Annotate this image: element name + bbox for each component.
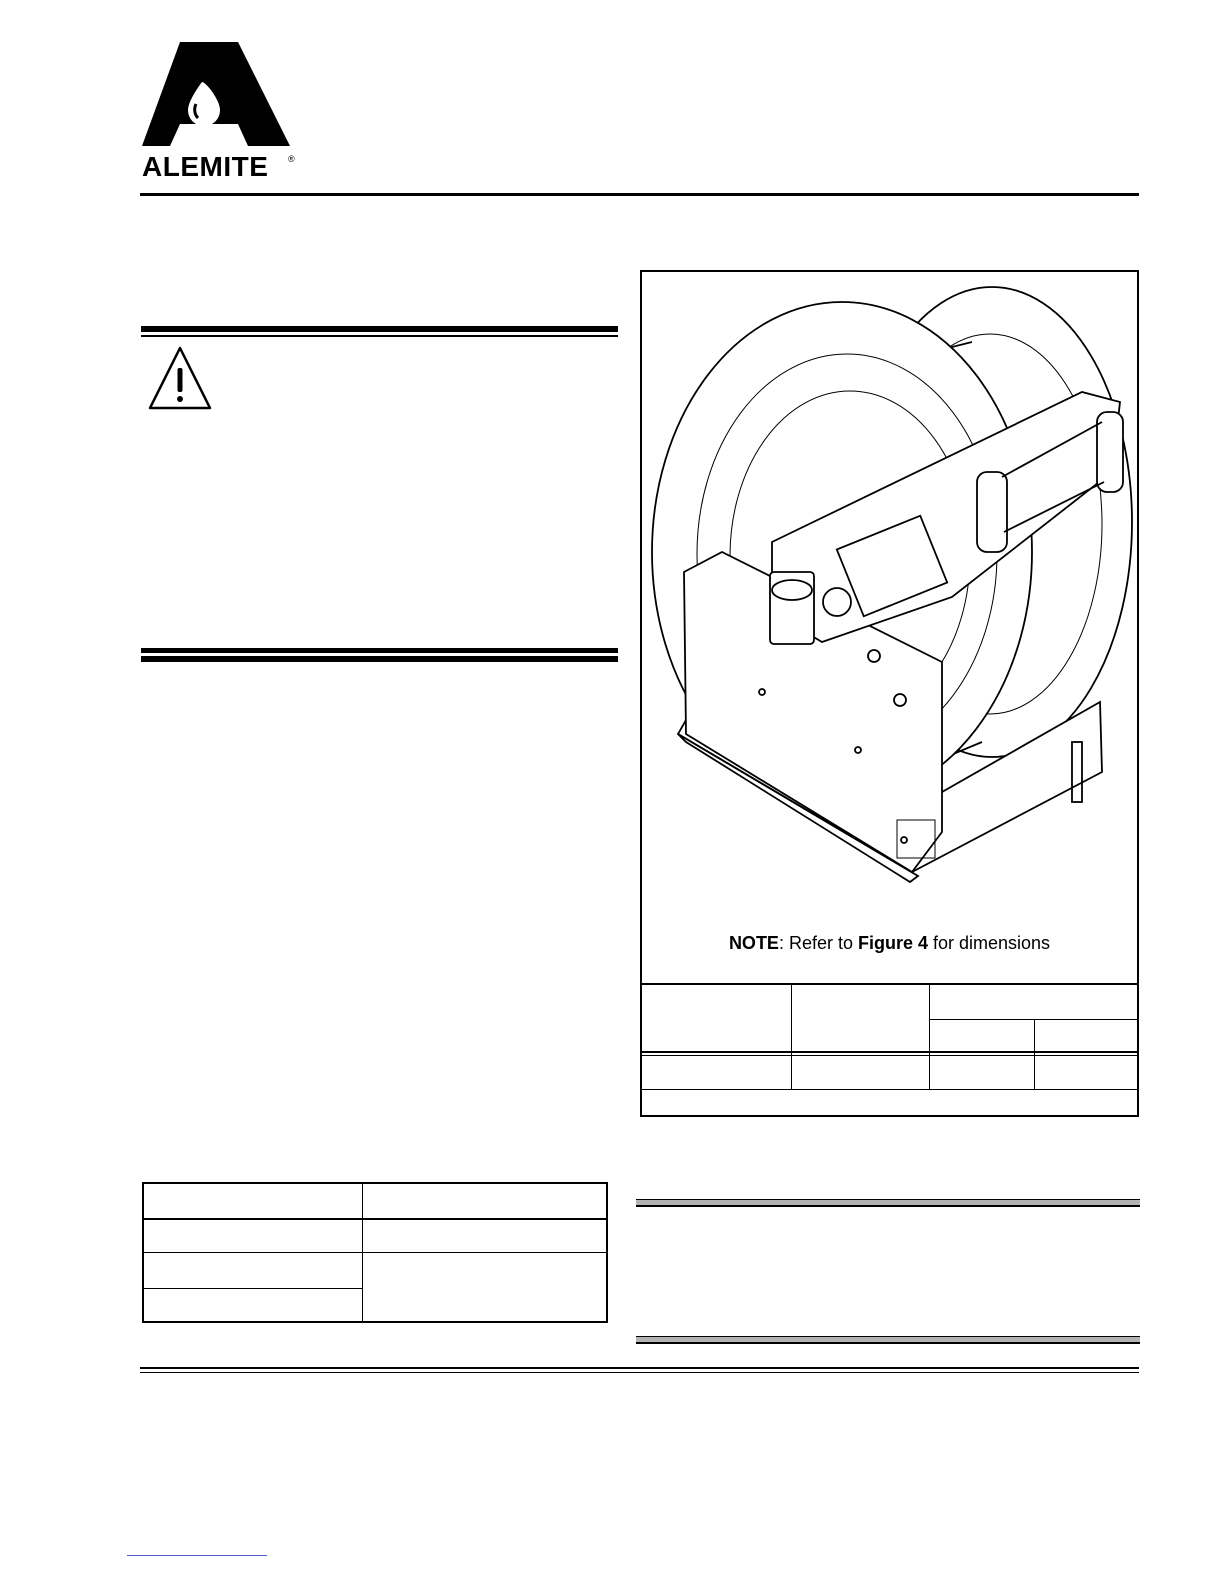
link-underline[interactable] [127, 1555, 267, 1556]
note-label: NOTE [728, 933, 779, 953]
spec-table-col-divider [362, 1184, 363, 1321]
figure-table-header-line-1 [640, 1051, 1139, 1053]
header-rule [140, 193, 1139, 196]
note-text-2: for dimensions [928, 933, 1051, 953]
alemite-logo [140, 38, 300, 186]
section-bottom-rule [636, 1336, 1140, 1344]
footer-rule-thin [140, 1372, 1139, 1373]
warning-top-rule [141, 326, 618, 337]
warning-bottom-rule [141, 648, 618, 662]
note-text-1: : Refer to [778, 933, 858, 953]
figure-table-top-line [640, 983, 1139, 985]
figure-table-col-1 [791, 983, 792, 1089]
hose-reel-illustration-icon [642, 272, 1137, 972]
spec-table-row-line-2 [144, 1288, 362, 1289]
brand-wordmark: ALEMITE [142, 151, 269, 182]
spec-table [142, 1182, 608, 1323]
figure-note [642, 933, 1137, 954]
spec-table-header-line [144, 1218, 606, 1220]
figure-table-col-2 [929, 983, 930, 1089]
spec-table-row-line-1 [144, 1252, 606, 1253]
figure-table-row-line [640, 1089, 1139, 1090]
footer-rule [140, 1367, 1139, 1369]
registered-mark: ® [288, 154, 295, 164]
figure-table-col-3 [1034, 1019, 1035, 1089]
figure-box [640, 270, 1139, 1117]
note-figure-ref: Figure 4 [857, 933, 928, 953]
warning-triangle-icon [146, 344, 214, 412]
alemite-triangle-drop-icon [140, 38, 300, 150]
figure-table-header-line-2 [640, 1055, 1139, 1056]
section-top-rule [636, 1199, 1140, 1207]
